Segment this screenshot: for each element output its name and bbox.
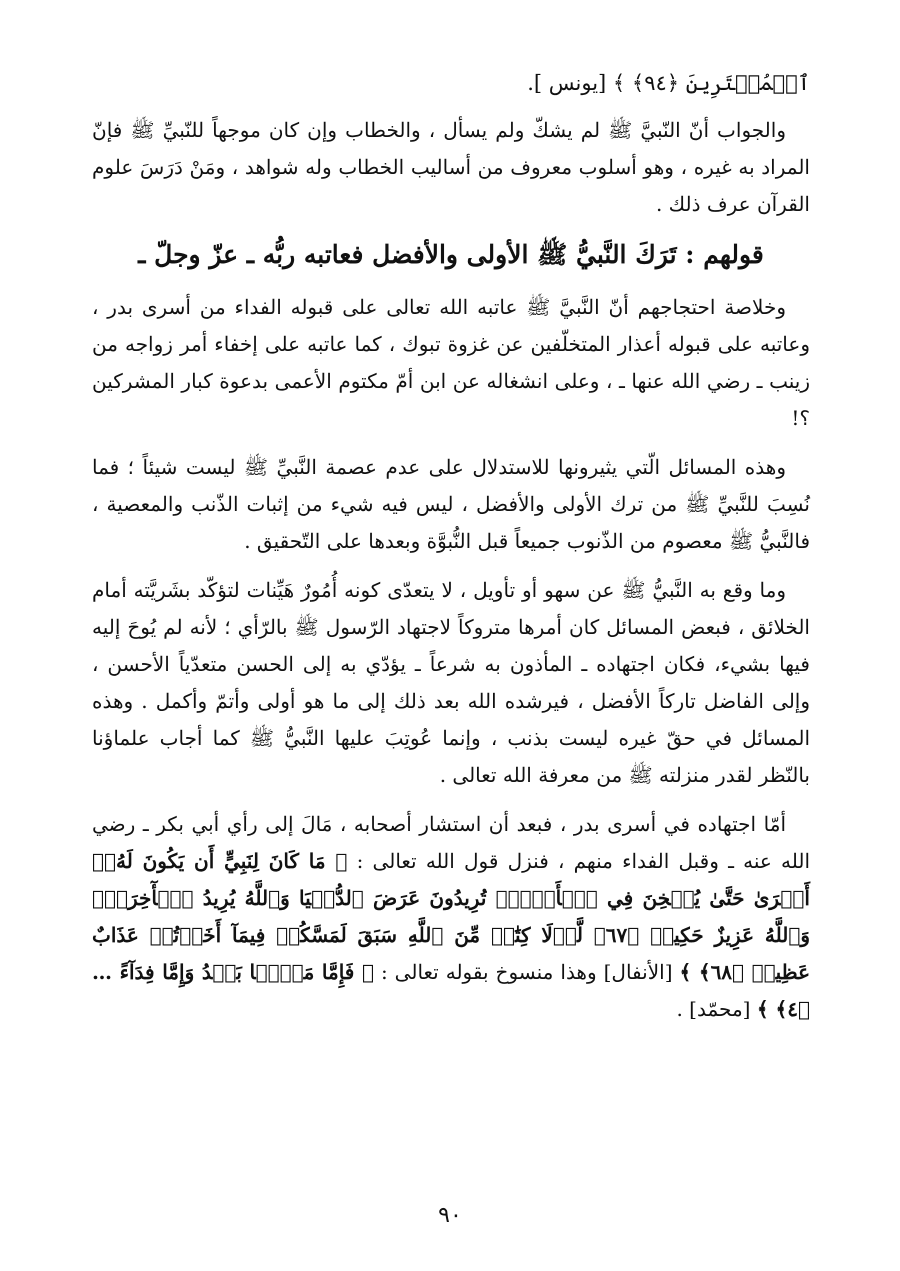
badr-middle: [الأنفال] وهذا منسوخ بقوله تعالى : [380,960,673,984]
paragraph-answer: والجواب أنّ النّبيَّ ﷺ لم يشكّ ولم يسأل ، والخطاب وإن كان موجهاً للنّبيِّ ﷺ فإنّ المراد به غيره ، وهو أسلوب معروف من أساليب الخطاب وله شواهد ، ومَنْ دَرَسَ علوم القرآن عرف ذلك . [92,118,810,216]
paragraph-summary: وخلاصة احتجاجهم أنّ النَّبيَّ ﷺ عاتبه الله تعالى على قبوله الفداء من أسرى بدر ، وعاتبه على قبوله أعذار المتخلّفين عن غزوة تبوك ، كما عاتبه على إخفاء أمر زواجه من زينب ـ رضي الله عنها ـ ، وعلى انشغاله عن ابن أمّ مكتوم الأعمى بدعوة كبار المشركين ؟! [92,295,810,430]
paragraph-issues: وهذه المسائل الّتي يثيرونها للاستدلال على عدم عصمة النَّبيِّ ﷺ ليست شيئاً ؛ فما نُسِبَ للنَّبيِّ ﷺ من ترك الأولى والأفضل ، ليس فيه شيء من إثبات الذّنب والمعصية ، فالنَّبيُّ ﷺ معصوم من الذّنوب جميعاً قبل النُّبوَّة وبعدها على التّحقيق . [92,455,810,553]
page-content [92,66,810,1040]
paragraph-badr [92,806,810,1028]
page-number: ٩٠ [438,1203,462,1228]
badr-intro: أمّا اجتهاده في أسرى بدر ، فبعد أن استشار أصحابه ، مَالَ إلى رأي أبي بكر ـ رضي الله عنه ـ وقبل الفداء منهم ، فنزل قول الله تعالى : [92,812,811,873]
badr-end: [محمّد] . [676,997,751,1021]
paragraph-ijtihad: وما وقع به النَّبيُّ ﷺ عن سهو أو تأويل ، لا يتعدّى كونه أُمُورٌ هَيِّنات لتؤكّد بشَريَّته أمام الخلائق ، فبعض المسائل كان أمرها متروكاً لاجتهاد الرّسول ﷺ بالرّأي ؛ لأنه لم يُوحَ إليه فيها بشيء، فكان اجتهاده ـ المأذون به شرعاً ـ يؤدّي به إلى الحسن متعدّياً الأحسن ، وإلى الفاضل تاركاً الأفضل ، فيرشده الله بعد ذلك إلى ما هو أولى وأتمّ وأكمل . وهذه المسائل في حقّ غيره ليست بذنب ، وإنما عُوتِبَ عليها النَّبيُّ ﷺ كما أجاب علماؤنا بالنّظر لقدر منزلته ﷺ من معرفة الله تعالى . [92,578,810,787]
verse-continuation: ٱلۡمُمۡتَرِينَ ﴿٩٤﴾ ﴾ [يونس ]. [527,71,810,95]
quran-verse-muhammad: ﴿ فَإِمَّا مَنَّۢا بَعۡدُ وَإِمَّا فِدَآءً … ﴿٤﴾ ﴾ [92,960,810,1021]
quran-verse-anfal: ﴿ مَا كَانَ لِنَبِيٍّ أَن يَكُونَ لَهُۥٓ أَسۡرَىٰ حَتَّىٰ يُثۡخِنَ فِي ٱلۡأَرۡضِۚ تُرِيدُونَ عَرَضَ ٱلدُّنۡيَا وَٱللَّهُ يُرِيدُ ٱلۡأٓخِرَةَۗ وَٱللَّهُ عَزِيزٌ حَكِيمٞ ﴿٦٧﴾ لَّوۡلَا كِتَٰبٞ مِّنَ ٱللَّهِ سَبَقَ لَمَسَّكُمۡ فِيمَآ أَخَذۡتُمۡ عَذَابٌ عَظِيمٞ ﴿٦٨﴾ ﴾ [92,849,811,984]
section-heading: قولهم : تَرَكَ النَّبيُّ ﷺ الأولى والأفضل فعاتبه ربُّه ـ عزّ وجلّ ـ [138,240,764,269]
